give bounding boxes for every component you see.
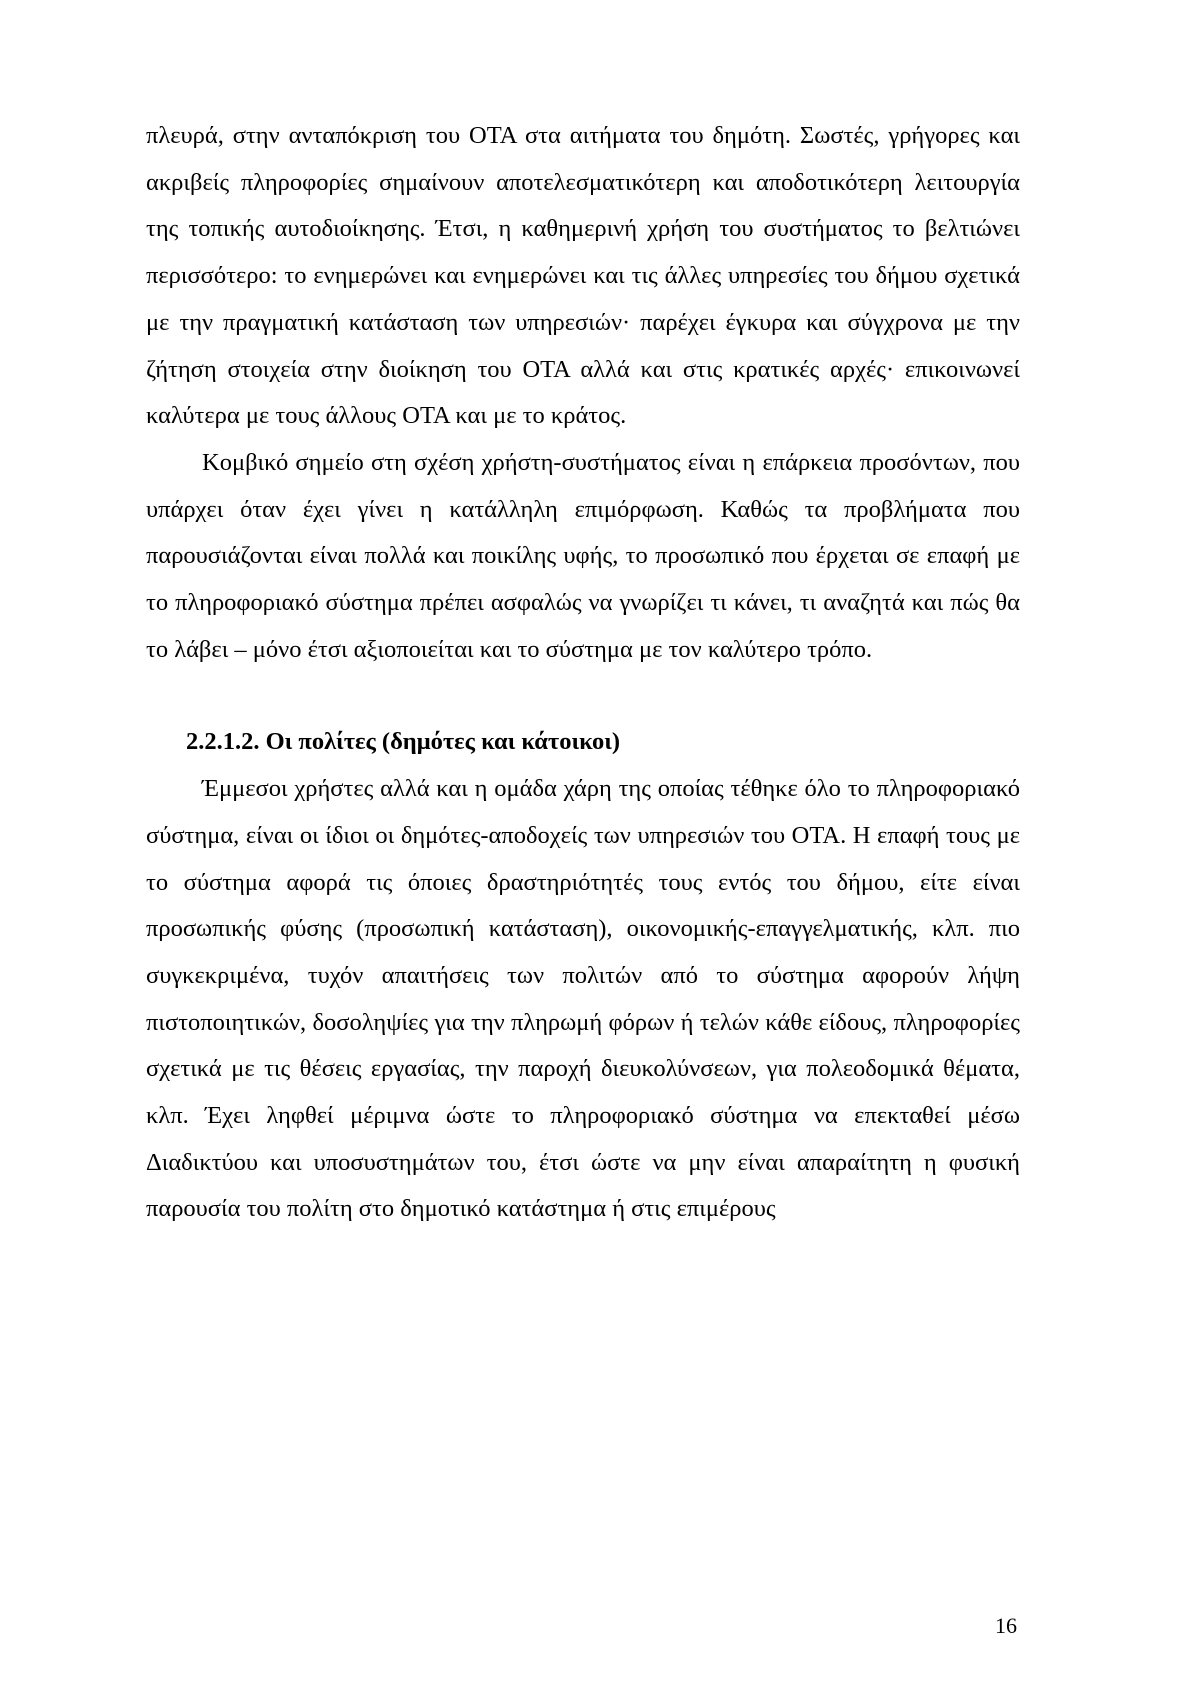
paragraph-citizens: Έμμεσοι χρήστες αλλά και η ομάδα χάρη της οποίας τέθηκε όλο το πληροφοριακό σύστημα, είναι οι ίδιοι οι δημότες-αποδοχείς των υπηρεσιών του ΟΤΑ. Η επαφή τους με το σύστημα αφορά τις όποιες δραστηριότητές τους εντός του δήμου, είτε είναι προσωπικής φύσης (προσωπική κατάσταση), οικονομικής-επαγγελματικής, κλπ. πιο συγκεκριμένα, τυχόν απαιτήσεις των πολιτών από το σύστημα αφορούν λήψη πιστοποιητικών, δοσοληψίες για την πληρωμή φόρων ή τελών κάθε είδους, πληροφορίες σχετικά με τις θέσεις εργασίας, την παροχή διευκολύνσεων, για πολεοδομικά θέματα, κλπ. Έχει ληφθεί μέριμνα ώστε το πληροφοριακό σύστημα να επεκταθεί μέσω Διαδικτύου και υποσυστημάτων του, έτσι ώστε να μην είναι απαραίτητη η φυσική παρουσία του πολίτη στο δημοτικό κατάστημα ή στις επιμέρους (146, 775, 1020, 1223)
paragraph-continuation: πλευρά, στην ανταπόκριση του ΟΤΑ στα αιτήματα του δημότη. Σωστές, γρήγορες και ακριβείς πληροφορίες σημαίνουν αποτελεσματικότερη και αποδοτικότερη λειτουργία της τοπικής αυτοδιοίκησης. Έτσι, η καθημερινή χρήση του συστήματος το βελτιώνει περισσότερο: το ενημερώνει και ενημερώνει και τις άλλες υπηρεσίες του δήμου σχετικά με την πραγματική κατάσταση των υπηρεσιών· παρέχει έγκυρα και σύγχρονα με την ζήτηση στοιχεία στην διοίκηση του ΟΤΑ αλλά και στις κρατικές αρχές· επικοινωνεί καλύτερα με τους άλλους ΟΤΑ και με το κράτος. (146, 122, 1020, 430)
section-heading: 2.2.1.2. Οι πολίτες (δημότες και κάτοικοι) (186, 728, 620, 756)
paragraph-user-qualifications: Κομβικό σημείο στη σχέση χρήστη-συστήματος είναι η επάρκεια προσόντων, που υπάρχει όταν έχει γίνει η κατάλληλη επιμόρφωση. Καθώς τα προβλήματα που παρουσιάζονται είναι πολλά και ποικίλης υφής, το προσωπικό που έρχεται σε επαφή με το πληροφοριακό σύστημα πρέπει ασφαλώς να γνωρίζει τι κάνει, τι αναζητά και πώς θα το λάβει – μόνο έτσι αξιοποιείται και το σύστημα με τον καλύτερο τρόπο. (146, 448, 1020, 663)
document-page (146, 113, 1020, 1233)
page-number: 16 (995, 1613, 1017, 1638)
